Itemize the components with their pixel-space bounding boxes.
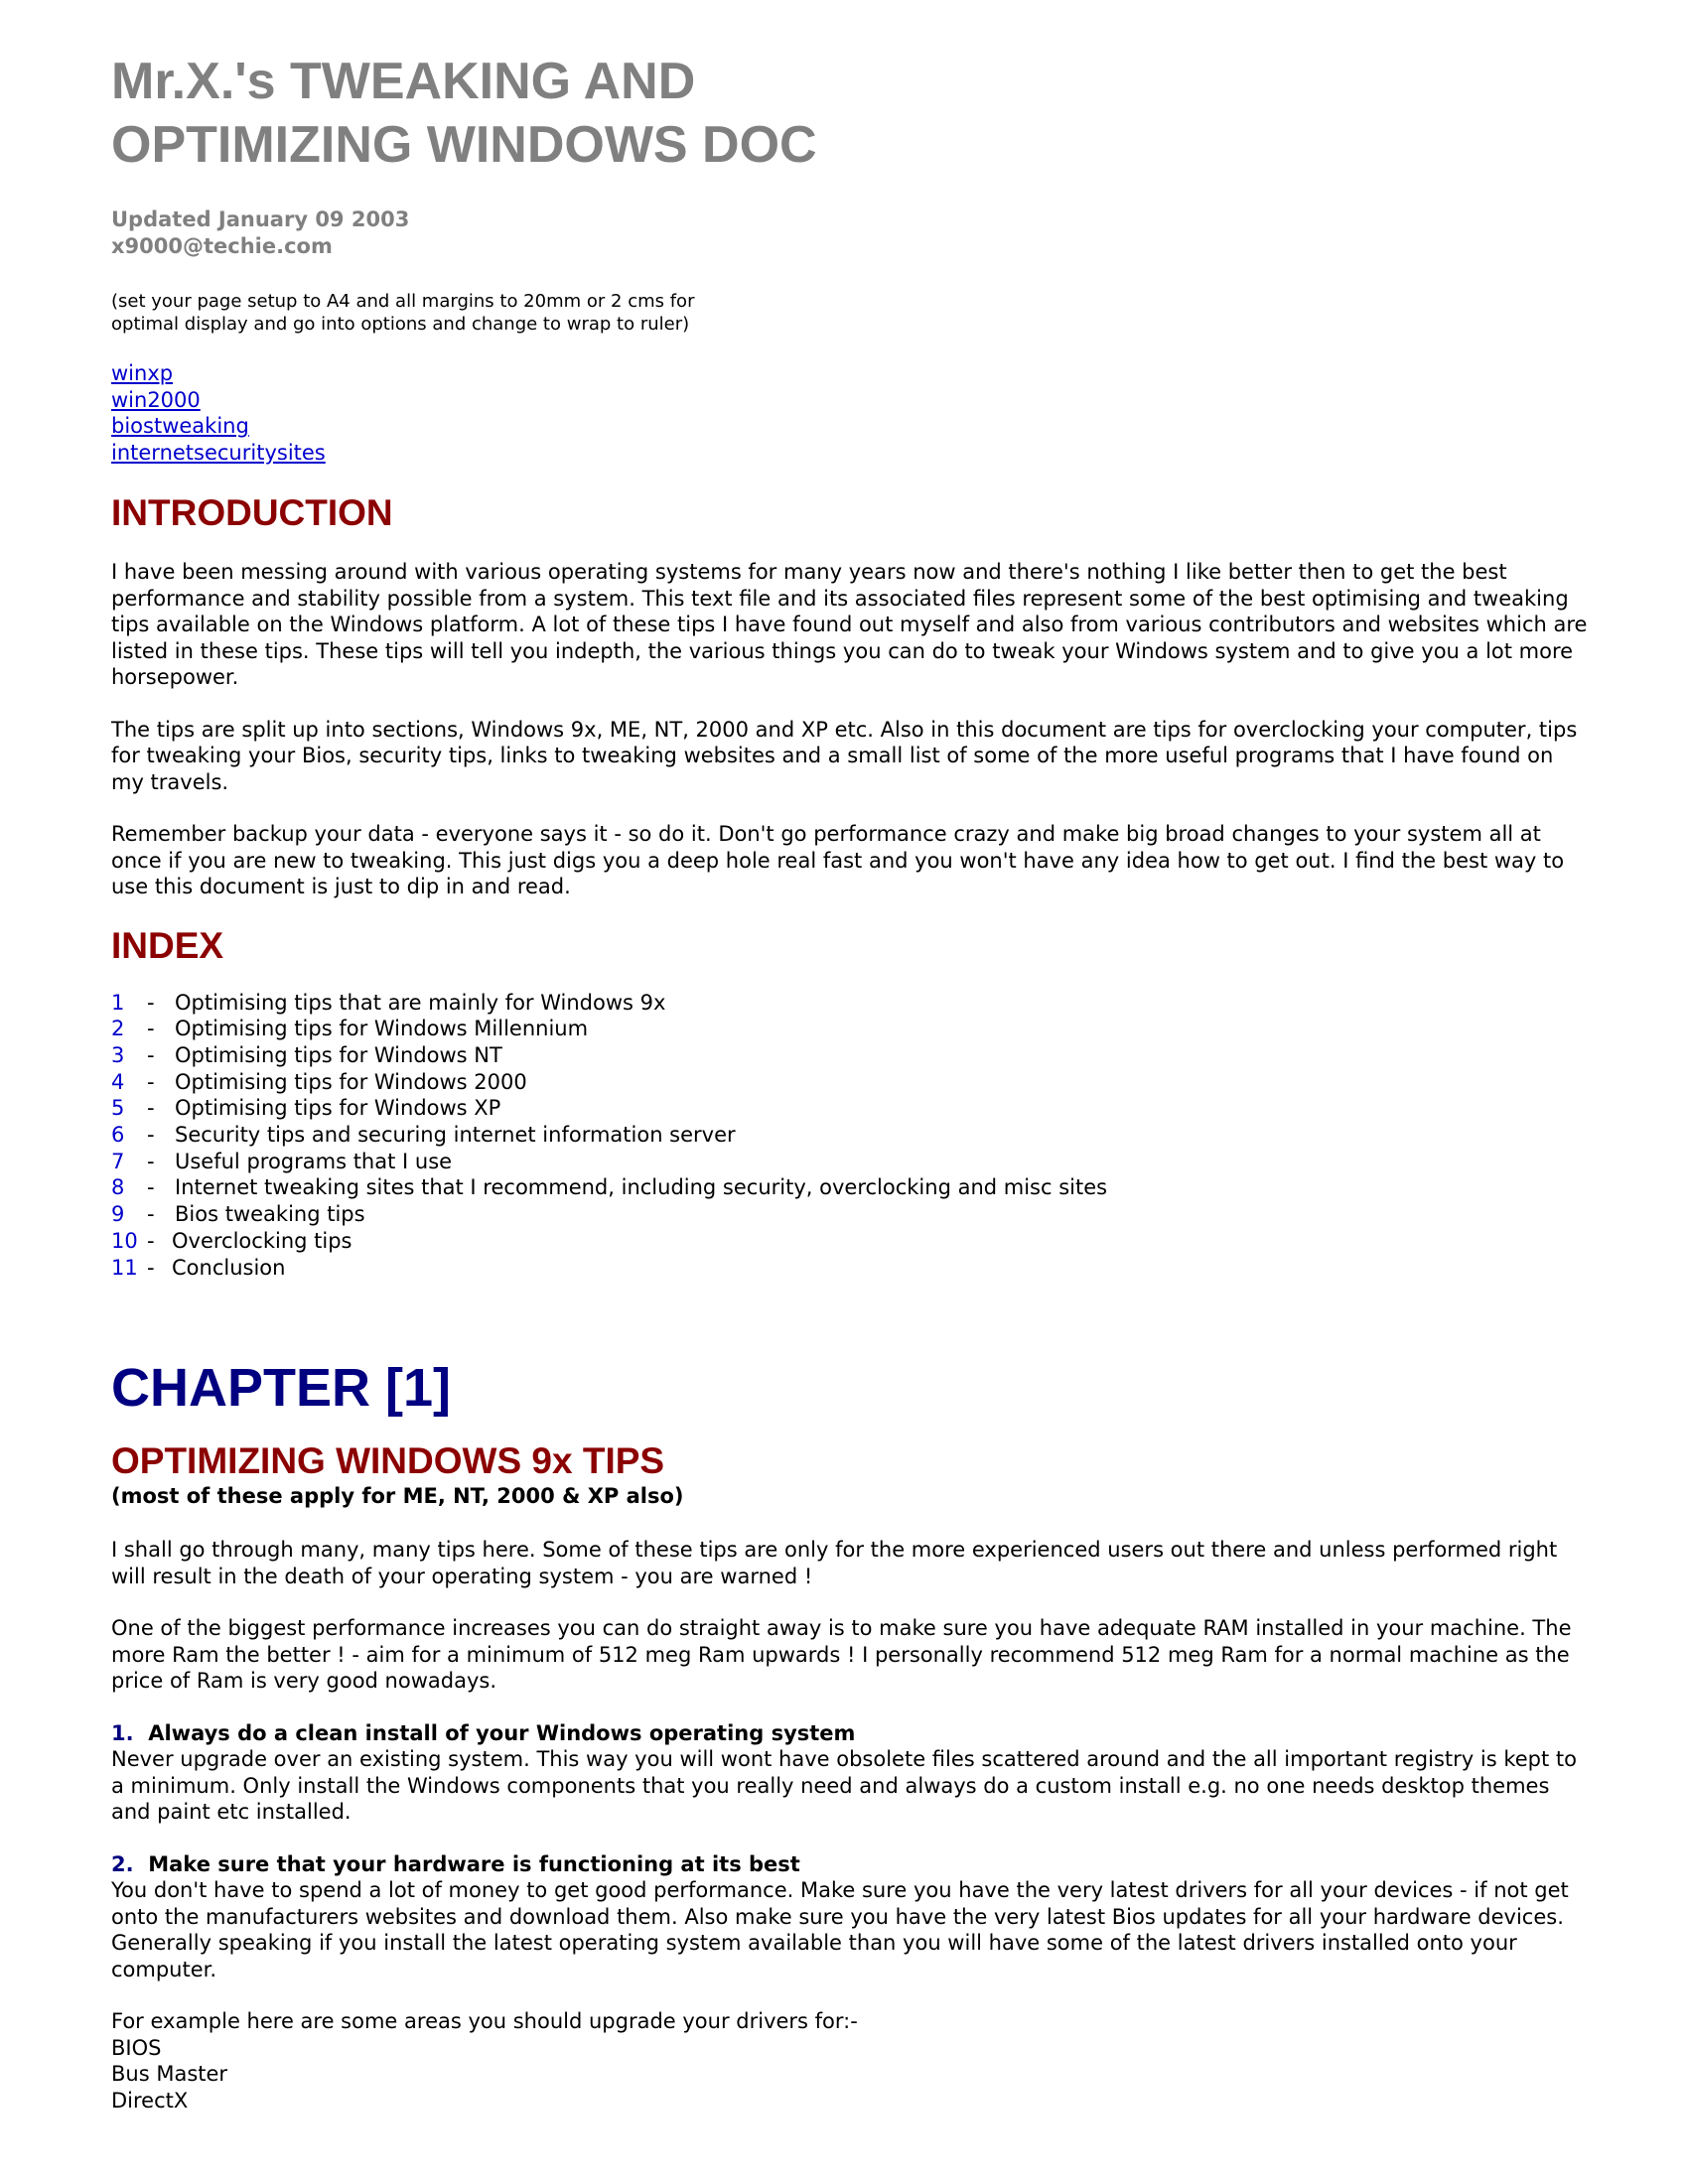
index-number[interactable]: 7 bbox=[111, 1149, 125, 1173]
index-dash: - bbox=[147, 1202, 155, 1227]
tip-1-title bbox=[111, 1720, 1591, 1747]
title-line-1: Mr.X.'s TWEAKING AND bbox=[111, 53, 696, 110]
index-label: Internet tweaking sites that I recommend, including security, overclocking and misc sites bbox=[175, 1175, 1108, 1200]
index-dash: - bbox=[147, 1069, 155, 1094]
tip-1-title-text: Always do a clean install of your Windows operating system bbox=[148, 1720, 856, 1745]
tip-2-body: You don't have to spend a lot of money to get good performance. Make sure you have the very latest drivers for all your devices - if not get onto the manufacturers websites and download them. Also make sure you have the very latest Bios updates for all your hardware devices. Generally speaking if you install the latest operating system available than you will have some of the latest drivers installed onto your computer. bbox=[111, 1878, 1569, 1981]
index-dash: - bbox=[147, 1175, 155, 1200]
index-label: Optimising tips for Windows XP bbox=[175, 1096, 501, 1121]
index-dash: - bbox=[147, 1096, 155, 1121]
index-label: Conclusion bbox=[172, 1255, 286, 1280]
index-number[interactable]: 3 bbox=[111, 1042, 125, 1067]
index-label: Security tips and securing internet information server bbox=[175, 1123, 736, 1148]
index-item[interactable] bbox=[111, 1174, 1591, 1201]
link-biostweaking[interactable]: biostweaking bbox=[111, 414, 249, 438]
tip-2-title bbox=[111, 1851, 1591, 1878]
tip-1 bbox=[111, 1720, 1591, 1826]
intro-paragraph-1: I have been messing around with various operating systems for many years now and there's nothing I like better then to get the best performance and stability possible from a system. This text file and its associated files represent some of the best optimising and tweaking tips available on the Windows platform. A lot of these tips I have found out myself and also from various contributors and websites which are listed in these tips. These tips will tell you indepth, the various things you can do to tweak your Windows system and to give you a lot more horsepower. bbox=[111, 560, 1588, 689]
index-number[interactable]: 5 bbox=[111, 1096, 125, 1121]
index-item[interactable] bbox=[111, 1069, 1591, 1096]
intro-paragraph-2: The tips are split up into sections, Windows 9x, ME, NT, 2000 and XP etc. Also in this document are tips for overclocking your computer, tips for tweaking your Bios, security tips, links to tweaking websites and a small list of some of the more useful programs that I have found on my travels. bbox=[111, 717, 1578, 794]
index-list bbox=[111, 990, 1591, 1282]
index-label: Optimising tips for Windows NT bbox=[175, 1042, 502, 1067]
chapter-title: OPTIMIZING WINDOWS 9x TIPS bbox=[111, 1440, 665, 1482]
tip-1-number: 1. bbox=[111, 1720, 134, 1745]
index-dash: - bbox=[147, 990, 155, 1015]
index-item[interactable] bbox=[111, 1149, 1591, 1175]
document-page bbox=[111, 50, 1591, 2114]
index-item[interactable] bbox=[111, 1016, 1591, 1042]
tip-2-title-text: Make sure that your hardware is functioning at its best bbox=[148, 1851, 800, 1876]
tip-2 bbox=[111, 1851, 1591, 1983]
driver-area-item: BIOS bbox=[111, 2035, 162, 2060]
setup-line-2: optimal display and go into options and change to wrap to ruler) bbox=[111, 314, 690, 335]
index-dash: - bbox=[147, 1149, 155, 1173]
index-item[interactable] bbox=[111, 1255, 1591, 1282]
driver-areas-list bbox=[111, 2035, 1591, 2115]
chapter-subtitle: (most of these apply for ME, NT, 2000 & XP also) bbox=[111, 1484, 684, 1509]
index-item[interactable] bbox=[111, 990, 1591, 1017]
index-number[interactable]: 8 bbox=[111, 1175, 125, 1200]
index-label: Useful programs that I use bbox=[175, 1149, 453, 1173]
introduction-heading: INTRODUCTION bbox=[111, 492, 393, 533]
index-dash: - bbox=[147, 1123, 155, 1148]
document-meta bbox=[111, 206, 1591, 260]
index-item[interactable] bbox=[111, 1122, 1591, 1149]
author-email: x9000@techie.com bbox=[111, 234, 333, 258]
index-number[interactable]: 1 bbox=[111, 990, 125, 1015]
section-links bbox=[111, 360, 1591, 466]
index-number[interactable]: 11 bbox=[111, 1255, 138, 1280]
index-number[interactable]: 6 bbox=[111, 1123, 125, 1148]
chapter-paragraph-1: I shall go through many, many tips here. Some of these tips are only for the more experienced users out there and unless performed right will result in the death of your operating system - you are warned ! bbox=[111, 1538, 1558, 1588]
index-label: Optimising tips that are mainly for Windows 9x bbox=[175, 990, 666, 1015]
tip-1-body: Never upgrade over an existing system. This way you will wont have obsolete files scattered around and the all important registry is kept to a minimum. Only install the Windows components that you really need and always do a custom install e.g. no one needs desktop themes and paint etc installed. bbox=[111, 1747, 1577, 1825]
title-line-2: OPTIMIZING WINDOWS DOC bbox=[111, 116, 817, 174]
index-item[interactable] bbox=[111, 1228, 1591, 1255]
index-dash: - bbox=[147, 1228, 155, 1253]
index-number[interactable]: 4 bbox=[111, 1069, 125, 1094]
index-label: Optimising tips for Windows 2000 bbox=[175, 1069, 527, 1094]
driver-area-item: Bus Master bbox=[111, 2062, 228, 2087]
index-heading: INDEX bbox=[111, 924, 224, 966]
chapter-paragraph-2: One of the biggest performance increases you can do straight away is to make sure you have adequate RAM installed in your machine. The more Ram the better ! - aim for a minimum of 512 meg Ram upwards ! I personally recommend 512 meg Ram for a normal machine as the price of Ram is very good nowadays. bbox=[111, 1616, 1572, 1694]
document-title bbox=[111, 50, 1591, 177]
intro-paragraph-3: Remember backup your data - everyone says it - so do it. Don't go performance crazy and make big broad changes to your system all at once if you are new to tweaking. This just digs you a deep hole real fast and you won't have any idea how to get out. I find the best way to use this document is just to dip in and read. bbox=[111, 822, 1565, 898]
index-label: Bios tweaking tips bbox=[175, 1202, 365, 1227]
index-label: Overclocking tips bbox=[172, 1228, 352, 1253]
link-win2000[interactable]: win2000 bbox=[111, 387, 201, 412]
index-label: Optimising tips for Windows Millennium bbox=[175, 1017, 589, 1041]
index-dash: - bbox=[147, 1017, 155, 1041]
index-item[interactable] bbox=[111, 1095, 1591, 1122]
index-dash: - bbox=[147, 1255, 155, 1280]
index-item[interactable] bbox=[111, 1201, 1591, 1228]
index-item[interactable] bbox=[111, 1042, 1591, 1069]
link-winxp[interactable]: winxp bbox=[111, 361, 174, 385]
page-setup-note bbox=[111, 290, 1591, 336]
example-intro: For example here are some areas you should upgrade your drivers for:- bbox=[111, 2009, 858, 2034]
chapter-heading: CHAPTER [1] bbox=[111, 1358, 452, 1419]
driver-area-item: DirectX bbox=[111, 2088, 189, 2113]
index-number[interactable]: 9 bbox=[111, 1202, 125, 1227]
index-number[interactable]: 2 bbox=[111, 1017, 125, 1041]
setup-line-1: (set your page setup to A4 and all margins to 20mm or 2 cms for bbox=[111, 291, 695, 312]
index-number[interactable]: 10 bbox=[111, 1228, 138, 1253]
updated-date: Updated January 09 2003 bbox=[111, 207, 410, 231]
link-internetsecuritysites[interactable]: internetsecuritysites bbox=[111, 440, 326, 465]
index-dash: - bbox=[147, 1042, 155, 1067]
tip-2-number: 2. bbox=[111, 1851, 134, 1876]
